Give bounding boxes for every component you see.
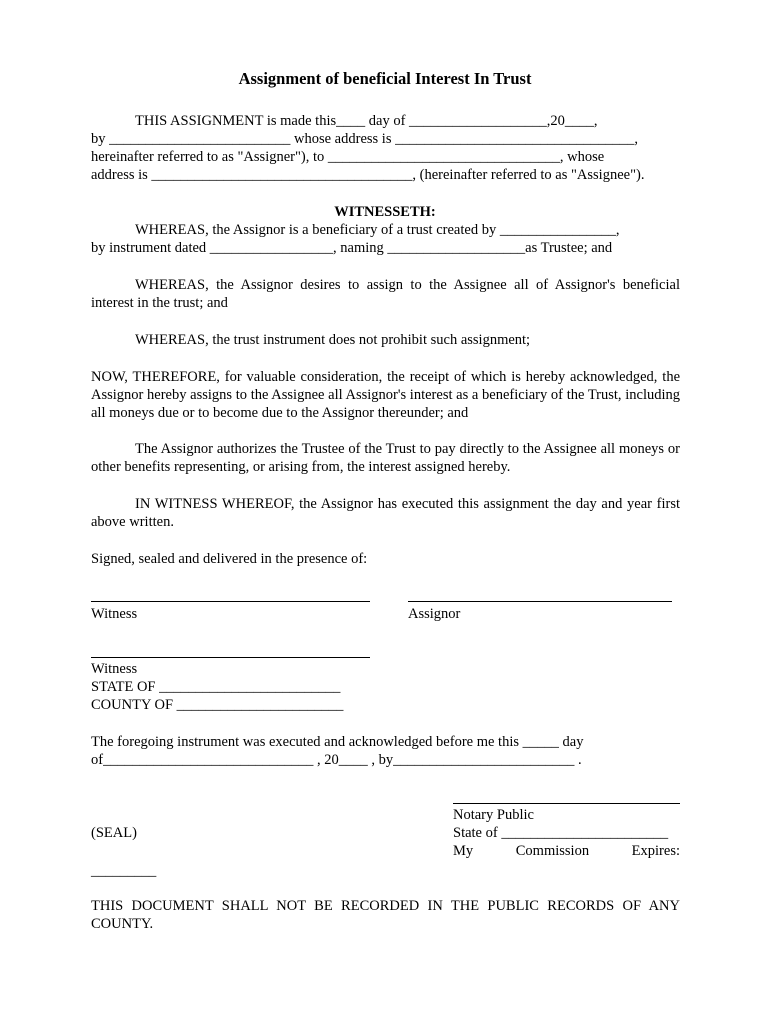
notary-public-label: Notary Public — [453, 807, 534, 823]
authorizes-paragraph — [91, 440, 680, 476]
document-title: Assignment of beneficial Interest In Trust — [238, 69, 532, 88]
signed-sealed-text: Signed, sealed and delivered in the presence of: — [91, 551, 368, 567]
short-blank-line: _________ — [91, 863, 157, 879]
assignor-label: Assignor — [408, 606, 461, 622]
now-therefore-paragraph — [91, 368, 680, 422]
state-of-line: STATE OF _________________________ — [91, 679, 341, 695]
whereas-3-paragraph: WHEREAS, the trust instrument does not prohibit such assignment; — [135, 332, 531, 348]
witnesseth-heading: WITNESSETH: — [334, 204, 436, 220]
whereas-1-line-1: WHEREAS, the Assignor is a beneficiary of a trust created by ________________, — [135, 222, 620, 238]
whereas-1-line-2: by instrument dated _________________, naming ___________________as Trustee; and — [91, 240, 613, 256]
foregoing-line-2: of_____________________________ , 20____ , by_________________________ . — [91, 752, 582, 768]
whereas-2-paragraph — [91, 276, 680, 312]
my-word: My — [453, 843, 474, 859]
assignor-signature-line[interactable] — [408, 601, 672, 602]
notary-state-of-line: State of _______________________ — [453, 825, 669, 841]
foregoing-line-1: The foregoing instrument was executed and acknowledged before me this _____ day — [91, 734, 584, 750]
commission-word: Commission — [515, 843, 590, 859]
intro-line-2: by _________________________ whose address is _________________________________, — [91, 131, 638, 147]
county-of-line: COUNTY OF _______________________ — [91, 697, 344, 713]
now-therefore-text: NOW, THEREFORE, for valuable consideration, the receipt of which is hereby acknowledged, the Assignor hereby assigns to the Assignee all Assignor's interest as a beneficiary of the Trust, including all moneys due or to become due to the Assignor thereunder; and — [91, 369, 680, 421]
whereas-2-text: WHEREAS, the Assignor desires to assign to the Assignee all of Assignor's beneficial interest in the trust; and — [91, 277, 680, 311]
notary-signature-line[interactable] — [453, 803, 680, 804]
witness-2-label: Witness — [91, 661, 138, 677]
authorizes-text: The Assignor authorizes the Trustee of the Trust to pay directly to the Assignee all moneys or other benefits representing, or arising from, the interest assigned hereby. — [91, 441, 680, 475]
witness-signature-line[interactable] — [91, 601, 370, 602]
witness-2-signature-line[interactable] — [91, 657, 370, 658]
seal-label: (SEAL) — [91, 825, 137, 841]
in-witness-text: IN WITNESS WHEREOF, the Assignor has executed this assignment the day and year first above written. — [91, 496, 680, 530]
witness-label: Witness — [91, 606, 138, 622]
commission-expires-line — [453, 842, 680, 860]
intro-line-4: address is ____________________________________, (hereinafter referred to as "Assignee"). — [91, 167, 645, 183]
intro-line-1: THIS ASSIGNMENT is made this____ day of ___________________,20____, — [135, 113, 598, 129]
expires-word: Expires: — [631, 843, 680, 859]
in-witness-paragraph — [91, 495, 680, 531]
footer-text: THIS DOCUMENT SHALL NOT BE RECORDED IN THE PUBLIC RECORDS OF ANY COUNTY. — [91, 898, 680, 932]
footer-paragraph — [91, 897, 680, 933]
intro-line-3: hereinafter referred to as "Assigner"), to ________________________________, whose — [91, 149, 605, 165]
